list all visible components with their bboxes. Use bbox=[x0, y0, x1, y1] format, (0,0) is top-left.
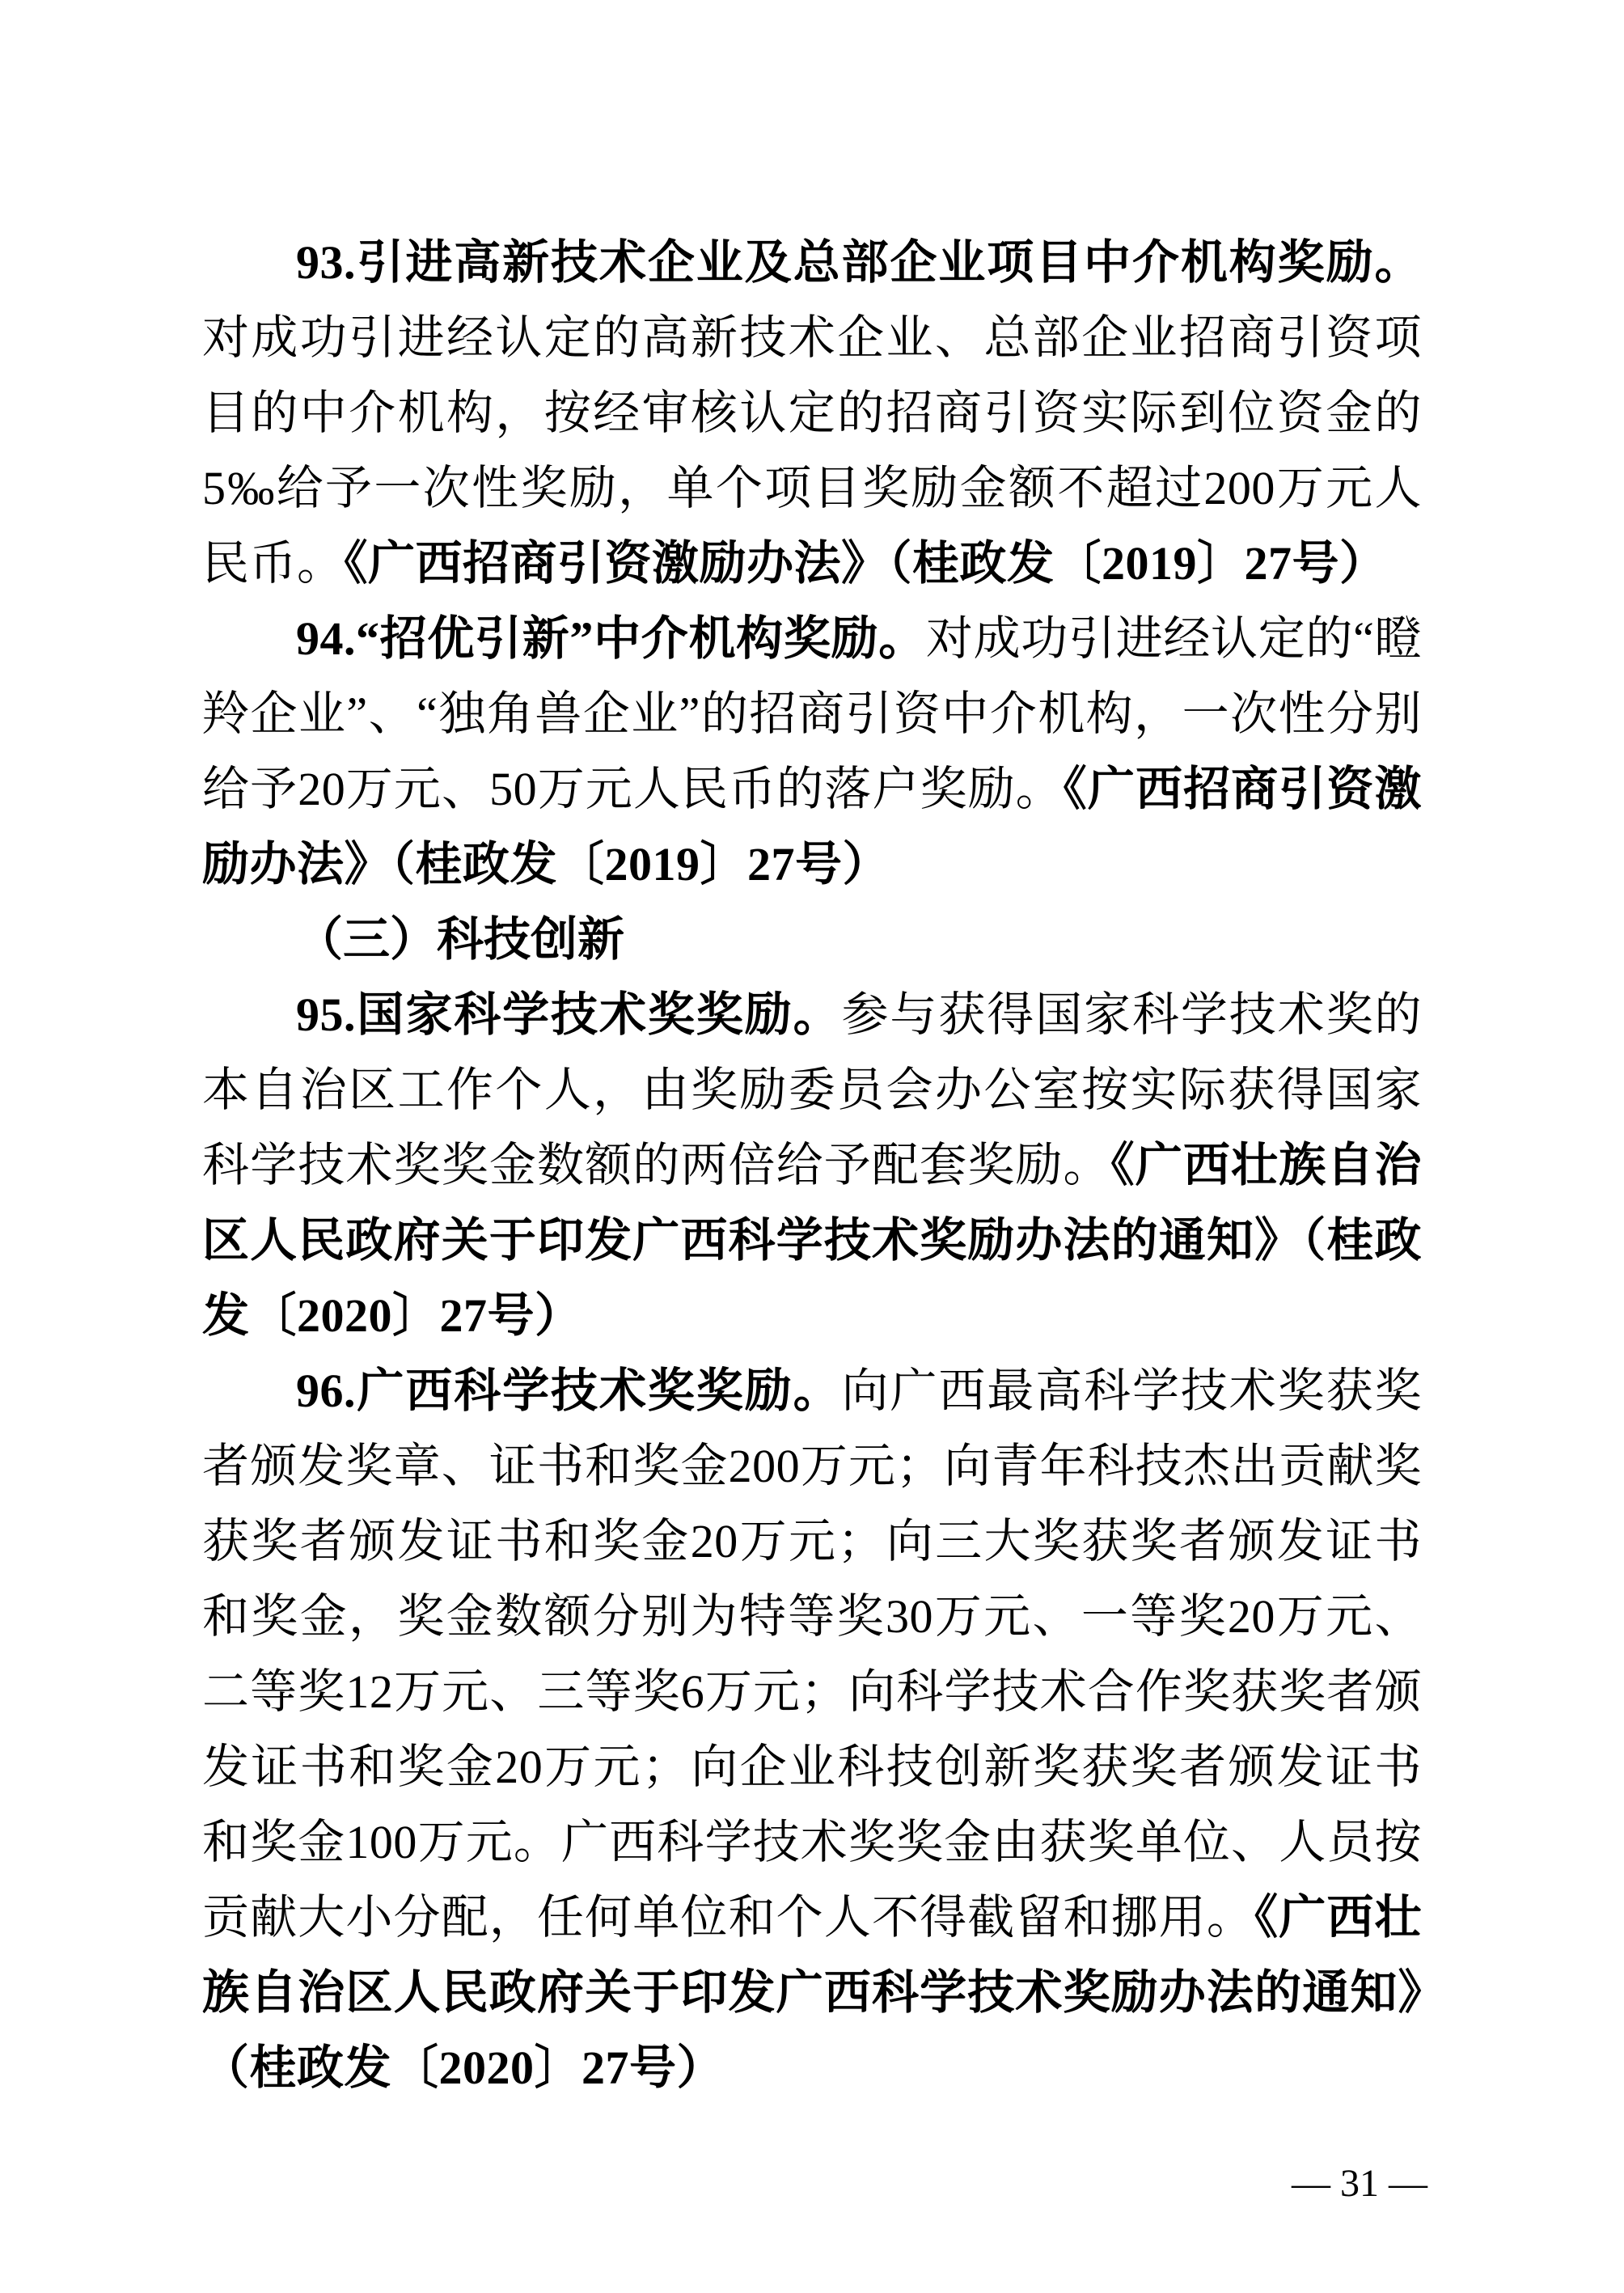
item-93-paragraph bbox=[202, 225, 1422, 601]
item-95-title: 95.国家科学技术奖奖励。 bbox=[296, 988, 842, 1041]
item-96-paragraph bbox=[202, 1353, 1422, 2105]
item-93-title: 93.引进高新技术企业及总部企业项目中介机构奖励。 bbox=[296, 236, 1422, 289]
item-95-paragraph bbox=[202, 977, 1422, 1353]
section-heading-science-innovation: （三）科技创新 bbox=[296, 913, 625, 966]
item-96-body: 向广西最高科学技术奖获奖者颁发奖章、证书和奖金200万元；向青年科技杰出贡献奖获奖者颁发证书和奖金20万元；向三大奖获奖者颁发证书和奖金，奖金数额分别为特等奖30万元、一等奖20万元、二等奖12万元、三等奖6万元；向科学技术合作奖获奖者颁发证书和奖金20万元；向企业科技创新奖获奖者颁发证书和奖金100万元。广西科学技术奖奖金由获奖单位、人员按贡献大小分配，任何单位和个人不得截留和挪用。 bbox=[202, 1364, 1422, 1944]
document-text bbox=[202, 225, 1422, 2105]
item-94-body: 对成功引进经认定的“瞪羚企业”、“独角兽企业”的招商引资中介机构，一次性分别给予20万元、50万元人民币的落户奖励。 bbox=[202, 612, 1422, 815]
item-96-title: 96.广西科学技术奖奖励。 bbox=[296, 1364, 842, 1417]
item-94-citation: 《广西招商引资激励办法》（桂政发〔2019〕27号） bbox=[202, 763, 1422, 891]
page-footer bbox=[1292, 2151, 1427, 2216]
item-94-title: 94.“招优引新”中介机构奖励。 bbox=[296, 612, 926, 665]
item-95-body: 参与获得国家科学技术奖的本自治区工作个人，由奖励委员会办公室按实际获得国家科学技术奖奖金数额的两倍给予配套奖励。 bbox=[202, 988, 1422, 1191]
item-96-citation: 《广西壮族自治区人民政府关于印发广西科学技术奖励办法的通知》（桂政发〔2020〕27号） bbox=[202, 1891, 1422, 2094]
item-93-body: 对成功引进经认定的高新技术企业、总部企业招商引资项目的中介机构，按经审核认定的招商引资实际到位资金的5‰给予一次性奖励，单个项目奖励金额不超过200万元人民币。 bbox=[202, 311, 1422, 590]
item-94-paragraph bbox=[202, 601, 1422, 902]
page-number: — 31 — bbox=[1292, 2162, 1427, 2205]
item-93-citation: 《广西招商引资激励办法》（桂政发〔2019〕27号） bbox=[344, 537, 1387, 590]
item-95-citation: 《广西壮族自治区人民政府关于印发广西科学技术奖励办法的通知》（桂政发〔2020〕27号） bbox=[202, 1139, 1422, 1342]
